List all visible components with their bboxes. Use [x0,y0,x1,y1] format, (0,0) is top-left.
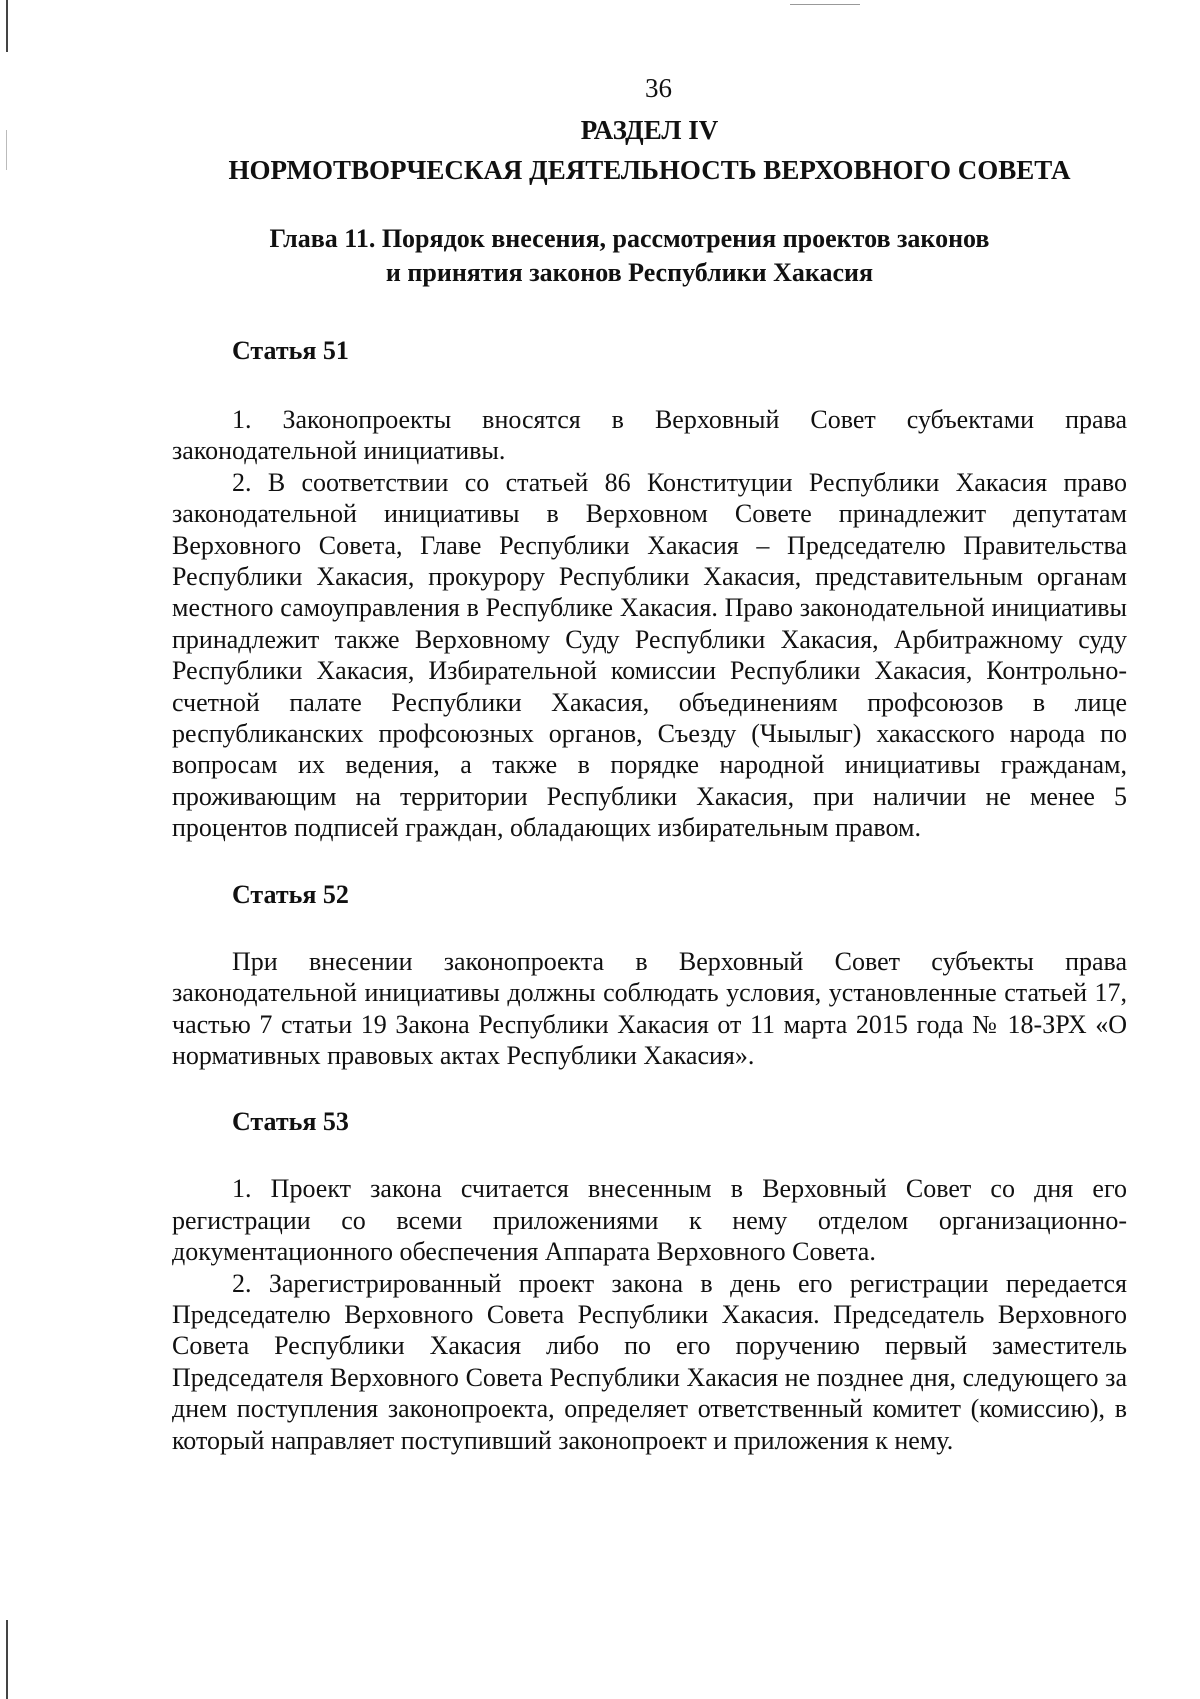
chapter-heading-line-1: Глава 11. Порядок внесения, рассмотрения проектов законов [269,224,990,253]
article-53-body [172,1173,1127,1456]
article-53-title: Статья 53 [232,1107,349,1137]
document-page [172,68,1127,1456]
page-number: 36 [645,73,672,103]
article-52-paragraph-1: При внесении законопроекта в Верховный Совет субъекты права законодательной инициативы должны соблюдать условия, установленные статьей 17, частью 7 статьи 19 Закона Республики Хакасия от 11 марта 2015 года № 18-ЗРХ «О нормативных правовых актах Республики Хакасия». [172,946,1127,1070]
scan-top-line [790,4,860,5]
chapter-heading [172,222,1127,290]
article-51-paragraph-1: 1. Законопроекты вносятся в Верховный Совет субъектами права законодательной инициативы. [172,405,1127,466]
scan-edge-mark-bottom [6,1620,8,1699]
article-53-paragraph-1: 1. Проект закона считается внесенным в Верховный Совет со дня его регистрации со всеми приложениями к нему отделом организационно-документационного обеспечения Аппарата Верховного Совета. [172,1174,1127,1267]
chapter-heading-line-2: и принятия законов Республики Хакасия [385,258,874,287]
scan-edge-mark-top [6,0,8,52]
article-51-title: Статья 51 [232,336,349,365]
article-51-body [172,404,1127,844]
article-51-paragraph-2: 2. В соответствии со статьей 86 Конституции Республики Хакасия право законодательной инициативы в Верховном Совете принадлежит депутатам Верховного Совета, Главе Республики Хакасия – Председателю Правительства Республики Хакасия, прокурору Республики Хакасия, представительным органам местного самоуправления в Республике Хакасия. Право законодательной инициативы принадлежит также Верховному Суду Республики Хакасия, Арбитражному суду Республики Хакасия, Избирательной комиссии Республики Хакасия, Контрольно-счетной палате Республики Хакасия, объединениям профсоюзов в лице республиканских профсоюзных органов, Съезду (Чыылыг) хакасского народа по вопросам их ведения, а также в порядке народной инициативы гражданам, проживающим на территории Республики Хакасия, при наличии не менее 5 процентов подписей граждан, обладающих избирательным правом. [172,467,1127,843]
section-title: РАЗДЕЛ IV [580,115,719,145]
article-52-body [172,946,1127,1072]
article-53-paragraph-2: 2. Зарегистрированный проект закона в день его регистрации передается Председателю Верховного Совета Республики Хакасия. Председатель Верховного Совета Республики Хакасия либо по его поручению первый заместитель Председателя Верховного Совета Республики Хакасия не позднее дня, следующего за днем поступления законопроекта, определяет ответственный комитет (комиссию), в который направляет поступивший законопроект и приложения к нему. [172,1268,1127,1455]
section-subtitle: НОРМОТВОРЧЕСКАЯ ДЕЯТЕЛЬНОСТЬ ВЕРХОВНОГО СОВЕТА [228,155,1071,185]
article-52-title: Статья 52 [232,879,349,909]
scan-edge-mark-middle [6,130,7,170]
